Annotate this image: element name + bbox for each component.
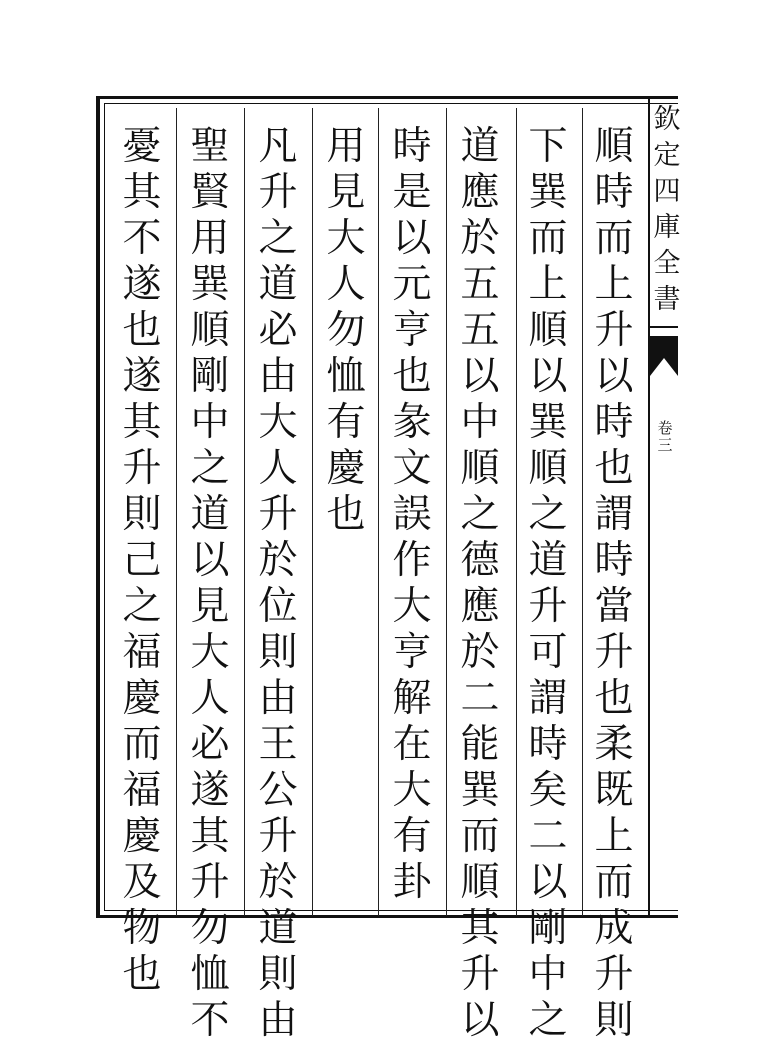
character: 也: [392, 354, 432, 399]
character: 亨: [392, 630, 432, 675]
character: 遂: [122, 262, 162, 307]
character: 之: [528, 998, 568, 1043]
character: 憂: [122, 124, 162, 169]
character: 位: [258, 584, 298, 629]
character: 順: [460, 860, 500, 905]
title-character: 庫: [653, 212, 681, 243]
character: 於: [460, 216, 500, 261]
character: 升: [258, 492, 298, 537]
column-rule: [378, 108, 379, 916]
character: 中: [528, 952, 568, 997]
character: 而: [594, 860, 634, 905]
character: 以: [190, 538, 230, 583]
character: 其: [460, 906, 500, 951]
character: 順: [528, 446, 568, 491]
text-column-5: [320, 124, 372, 538]
character: 巽: [460, 768, 500, 813]
text-column-3: [454, 124, 506, 1044]
character: 之: [460, 492, 500, 537]
column-rule: [176, 108, 177, 916]
character: 時: [528, 722, 568, 767]
character: 道: [528, 538, 568, 583]
character: 升: [460, 952, 500, 997]
character: 大: [392, 768, 432, 813]
character: 福: [122, 768, 162, 813]
character: 遂: [190, 768, 230, 813]
character: 人: [258, 446, 298, 491]
text-column-6: [252, 124, 304, 1044]
character: 也: [594, 676, 634, 721]
character: 福: [122, 630, 162, 675]
character: 則: [594, 998, 634, 1043]
character: 時: [594, 400, 634, 445]
character: 當: [594, 584, 634, 629]
character: 其: [122, 170, 162, 215]
character: 時: [594, 538, 634, 583]
character: 時: [594, 170, 634, 215]
character: 道: [258, 906, 298, 951]
character: 不: [122, 216, 162, 261]
character: 有: [326, 400, 366, 445]
book-title: [652, 102, 682, 318]
text-column-2: [522, 124, 574, 1044]
character: 則: [122, 492, 162, 537]
character: 慶: [122, 676, 162, 721]
character: 公: [258, 768, 298, 813]
character: 道: [258, 262, 298, 307]
character: 於: [258, 538, 298, 583]
title-character: 四: [653, 176, 681, 207]
character: 大: [392, 584, 432, 629]
character: 用: [190, 216, 230, 261]
character: 升: [122, 446, 162, 491]
character: 人: [326, 262, 366, 307]
character: 其: [190, 814, 230, 859]
character: 及: [122, 860, 162, 905]
volume-character: 卷: [657, 419, 673, 437]
character: 則: [258, 952, 298, 997]
character: 王: [258, 722, 298, 767]
character: 而: [528, 216, 568, 261]
character: 德: [460, 538, 500, 583]
column-rule: [312, 108, 313, 916]
character: 其: [122, 400, 162, 445]
character: 於: [258, 860, 298, 905]
character: 升: [258, 814, 298, 859]
character: 己: [122, 538, 162, 583]
character: 必: [190, 722, 230, 767]
title-character: 書: [653, 284, 681, 315]
character: 道: [190, 492, 230, 537]
character: 剛: [528, 906, 568, 951]
character: 升: [594, 630, 634, 675]
character: 能: [460, 722, 500, 767]
character: 聖: [190, 124, 230, 169]
character: 二: [460, 676, 500, 721]
character: 恤: [326, 354, 366, 399]
character: 元: [392, 262, 432, 307]
character: 升: [258, 170, 298, 215]
character: 於: [460, 630, 500, 675]
column-rule: [582, 108, 583, 916]
character: 在: [392, 722, 432, 767]
character: 柔: [594, 722, 634, 767]
character: 五: [460, 308, 500, 353]
character: 用: [326, 124, 366, 169]
character: 解: [392, 676, 432, 721]
character: 巽: [528, 400, 568, 445]
character: 應: [460, 584, 500, 629]
character: 而: [594, 216, 634, 261]
character: 慶: [122, 814, 162, 859]
character: 由: [258, 354, 298, 399]
text-column-8: [116, 124, 168, 998]
character: 謂: [528, 676, 568, 721]
character: 遂: [122, 354, 162, 399]
column-rule: [446, 108, 447, 916]
character: 剛: [190, 354, 230, 399]
character: 時: [392, 124, 432, 169]
character: 也: [326, 492, 366, 537]
character: 物: [122, 906, 162, 951]
character: 大: [258, 400, 298, 445]
character: 由: [258, 998, 298, 1043]
character: 巽: [528, 170, 568, 215]
character: 以: [594, 354, 634, 399]
character: 也: [122, 952, 162, 997]
character: 之: [190, 446, 230, 491]
character: 見: [190, 584, 230, 629]
edge-divider: [648, 326, 678, 328]
character: 上: [594, 814, 634, 859]
character: 大: [326, 216, 366, 261]
character: 作: [392, 538, 432, 583]
text-column-7: [184, 124, 236, 1044]
column-rule: [516, 108, 517, 916]
character: 彖: [392, 400, 432, 445]
character: 順: [594, 124, 634, 169]
column-rule: [244, 108, 245, 916]
character: 以: [392, 216, 432, 261]
character: 卦: [392, 860, 432, 905]
character: 上: [594, 262, 634, 307]
title-character: 欽: [653, 104, 681, 135]
character: 恤: [190, 952, 230, 997]
character: 之: [122, 584, 162, 629]
character: 也: [122, 308, 162, 353]
character: 有: [392, 814, 432, 859]
volume-character: 三: [657, 436, 673, 454]
character: 順: [460, 446, 500, 491]
character: 則: [258, 630, 298, 675]
character: 勿: [326, 308, 366, 353]
character: 上: [528, 262, 568, 307]
character: 凡: [258, 124, 298, 169]
character: 大: [190, 630, 230, 675]
character: 道: [460, 124, 500, 169]
character: 賢: [190, 170, 230, 215]
character: 而: [460, 814, 500, 859]
character: 以: [528, 354, 568, 399]
character: 五: [460, 262, 500, 307]
character: 升: [594, 308, 634, 353]
character: 亨: [392, 308, 432, 353]
character: 謂: [594, 492, 634, 537]
character: 以: [460, 354, 500, 399]
character: 升: [190, 860, 230, 905]
character: 下: [528, 124, 568, 169]
character: 順: [528, 308, 568, 353]
character: 慶: [326, 446, 366, 491]
character: 可: [528, 630, 568, 675]
volume-label: [654, 420, 676, 454]
character: 成: [594, 906, 634, 951]
text-column-4: [386, 124, 438, 906]
character: 見: [326, 170, 366, 215]
character: 升: [528, 584, 568, 629]
character: 也: [594, 446, 634, 491]
character: 巽: [190, 262, 230, 307]
character: 中: [460, 400, 500, 445]
character: 必: [258, 308, 298, 353]
character: 順: [190, 308, 230, 353]
character: 而: [122, 722, 162, 767]
character: 由: [258, 676, 298, 721]
character: 誤: [392, 492, 432, 537]
character: 既: [594, 768, 634, 813]
character: 之: [528, 492, 568, 537]
character: 中: [190, 400, 230, 445]
title-character: 全: [653, 248, 681, 279]
title-character: 定: [653, 140, 681, 171]
character: 人: [190, 676, 230, 721]
character: 不: [190, 998, 230, 1043]
character: 應: [460, 170, 500, 215]
character: 以: [528, 860, 568, 905]
character: 之: [258, 216, 298, 261]
text-column-1: [588, 124, 640, 1044]
character: 勿: [190, 906, 230, 951]
character: 文: [392, 446, 432, 491]
character: 矣: [528, 768, 568, 813]
character: 升: [594, 952, 634, 997]
character: 二: [528, 814, 568, 859]
character: 是: [392, 170, 432, 215]
character: 以: [460, 998, 500, 1043]
